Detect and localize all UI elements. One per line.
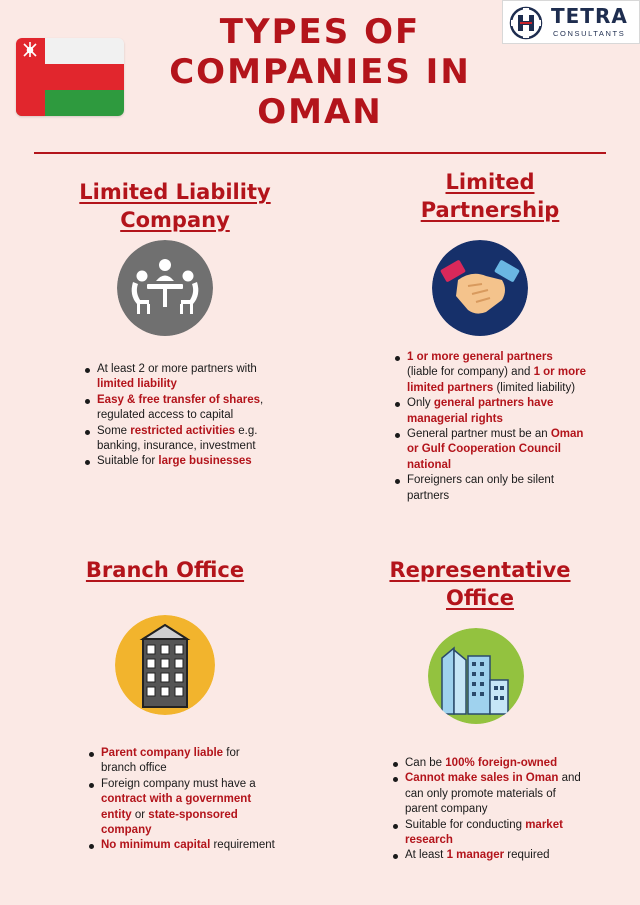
point-text: and can only promote materials of parent company — [405, 772, 581, 816]
tetra-mark-icon — [507, 5, 545, 41]
list-item — [88, 746, 278, 777]
highlighted-text: large businesses — [158, 455, 252, 468]
highlighted-text: market research — [405, 818, 563, 847]
list-item — [392, 771, 582, 817]
highlighted-text: state-sponsored company — [101, 808, 238, 837]
lp-heading — [380, 168, 600, 224]
logo-subtitle: CONSULTANTS — [553, 29, 626, 38]
list-item — [88, 838, 278, 853]
list-item — [394, 396, 586, 427]
highlighted-text: Cannot make sales in Oman — [405, 772, 559, 785]
branch-heading — [70, 556, 260, 584]
point-text: Foreign company must have a — [101, 777, 256, 790]
highlighted-text: contract with a government entity — [101, 793, 252, 821]
llc-points-list — [84, 362, 280, 470]
rep-heading — [380, 556, 580, 612]
highlighted-text: general partners have managerial rights — [407, 397, 554, 425]
logo-name: TETRA — [551, 4, 628, 28]
highlighted-text: limited liability — [97, 378, 177, 391]
point-text: (limited liability) — [493, 381, 576, 394]
point-text: Can be — [405, 757, 446, 769]
branch-points-list — [88, 746, 278, 854]
list-item — [84, 424, 280, 455]
page-title — [150, 12, 490, 132]
list-item — [392, 756, 582, 771]
llc-heading-line-2: Company — [120, 208, 230, 232]
title-line-3: OMAN — [257, 92, 383, 132]
office-building-icon — [115, 615, 215, 715]
point-text: e.g. banking, insurance, investment — [97, 424, 258, 453]
oman-flag — [16, 38, 124, 116]
highlighted-text: 1 or more general partners — [407, 351, 553, 363]
list-item — [392, 848, 582, 863]
rep-heading-line-1: Representative — [389, 558, 571, 582]
highlighted-text: restricted activities — [130, 424, 236, 437]
point-text: Suitable for conducting — [405, 818, 526, 831]
list-item — [88, 777, 278, 839]
header-divider — [34, 152, 606, 154]
list-item — [394, 350, 586, 396]
point-text: General partner must be an — [407, 428, 551, 441]
highlighted-text: 1 manager — [446, 849, 505, 862]
lp-heading-line-2: Partnership — [420, 198, 560, 222]
meeting-people-icon — [117, 240, 213, 336]
city-buildings-icon — [428, 628, 524, 724]
highlighted-text: 1 or more limited partners — [407, 366, 586, 394]
highlighted-text: Parent company liable — [101, 747, 224, 759]
tetra-logo[interactable] — [502, 0, 640, 44]
lp-heading-line-1: Limited — [445, 170, 535, 194]
point-text: Only — [407, 397, 434, 410]
point-text: Some — [97, 424, 131, 437]
point-text: At least — [405, 849, 447, 862]
llc-heading — [60, 178, 290, 234]
list-item — [392, 818, 582, 849]
point-text: required — [504, 849, 550, 862]
handshake-icon — [432, 240, 528, 336]
list-item — [84, 362, 280, 393]
title-line-2: COMPANIES IN — [169, 52, 471, 92]
point-text: for branch office — [101, 747, 240, 775]
list-item — [84, 393, 280, 424]
rep-heading-line-2: Office — [446, 586, 514, 610]
title-line-1: TYPES OF — [219, 12, 421, 52]
list-item — [394, 473, 586, 504]
list-item — [84, 454, 280, 469]
point-text: At least 2 or more partners with — [97, 363, 257, 375]
point-text: (liable for company) and — [407, 366, 534, 379]
point-text: or — [131, 808, 149, 821]
point-text: , regulated access to capital — [97, 393, 264, 422]
lp-points-list — [394, 350, 586, 504]
rep-points-list — [392, 756, 582, 864]
highlighted-text: Oman or Gulf Cooperation Council national — [407, 428, 584, 471]
branch-heading-line-1: Branch Office — [85, 558, 245, 582]
point-text: Suitable for — [97, 455, 159, 468]
point-text: requirement — [210, 839, 275, 852]
point-text: Foreigners can only be silent partners — [407, 474, 555, 502]
llc-heading-line-1: Limited Liability — [79, 180, 271, 204]
highlighted-text: 100% foreign-owned — [445, 757, 558, 769]
list-item — [394, 427, 586, 473]
highlighted-text: No minimum capital — [101, 839, 211, 852]
highlighted-text: Easy & free transfer of shares — [97, 393, 260, 406]
